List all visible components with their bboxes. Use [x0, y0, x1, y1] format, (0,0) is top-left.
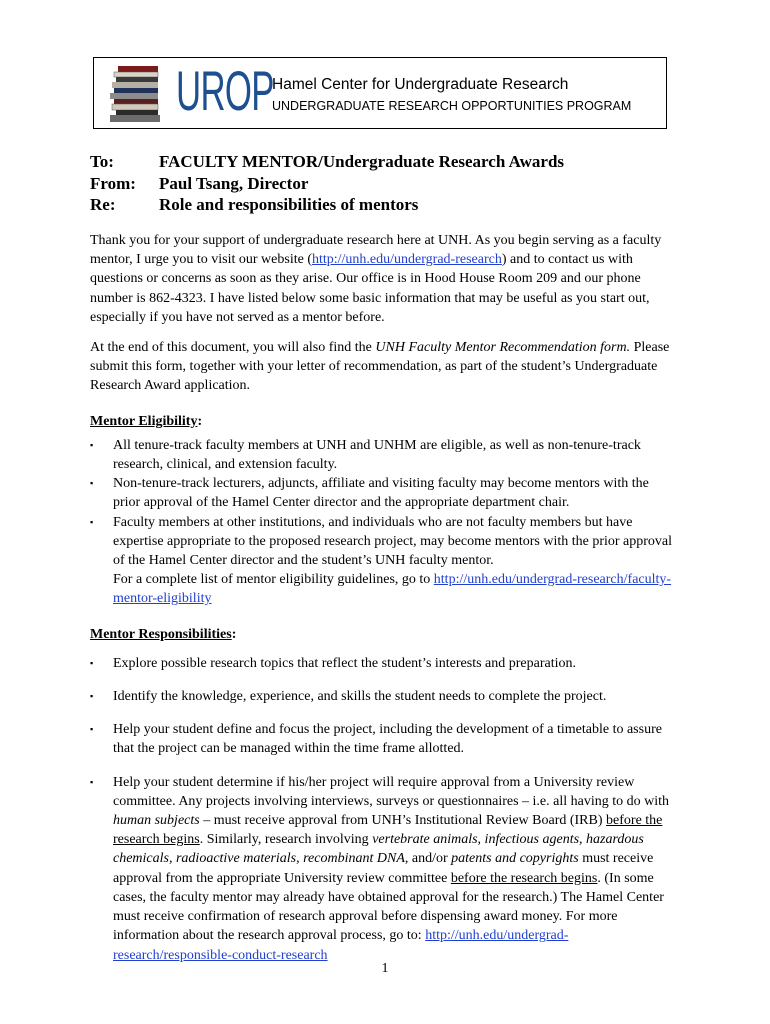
list-item: [90, 654, 675, 673]
list-item: [90, 474, 675, 512]
memo-block: [90, 151, 564, 216]
list-item-text: Identify the knowledge, experience, and skills the student needs to complete the project.: [113, 689, 607, 705]
document-body: [90, 231, 675, 979]
memo-from-row: [90, 173, 564, 195]
memo-from-value: Paul Tsang, Director: [159, 173, 309, 193]
books-logo-icon: [104, 62, 166, 124]
bullet-icon: ▪: [90, 516, 94, 527]
emphasis: human subjects: [113, 813, 200, 829]
list-item-text: Non-tenure-track lecturers, adjuncts, affiliate and visiting faculty may become mentors with the prior approval of the Hamel Center director and the appropriate department chair.: [113, 476, 649, 511]
bullet-icon: ▪: [90, 776, 94, 787]
list-item: [90, 773, 675, 965]
header-subtitle: UNDERGRADUATE RESEARCH OPPORTUNITIES PROGRAM: [272, 99, 632, 113]
list-item-text: Help your student determine if his/her project will require approval from a University review committee. Any projects involving interviews, surveys or questionnaires – i.e. all having to do with: [113, 774, 670, 809]
list-item: [90, 436, 675, 474]
memo-re-label: Re:: [90, 195, 116, 214]
eligibility-list: [90, 436, 675, 609]
eligibility-link[interactable]: http://unh.edu/undergrad-research/faculty-mentor-eligibility: [113, 572, 672, 607]
page-number: 1: [381, 961, 389, 976]
memo-re-row: [90, 194, 564, 216]
list-item-text: must receive approval from the appropriate University review committee: [113, 851, 654, 886]
website-link[interactable]: http://unh.edu/undergrad-research: [311, 252, 502, 268]
eligibility-heading-text: Mentor Eligibility: [90, 413, 198, 429]
responsibilities-heading: [90, 625, 675, 644]
header-title: Hamel Center for Undergraduate Research: [272, 76, 569, 93]
memo-to-value: FACULTY MENTOR/Undergraduate Research Awards: [159, 152, 565, 171]
form-title: UNH Faculty Mentor Recommendation form.: [375, 340, 631, 356]
memo-re-value: Role and responsibilities of mentors: [159, 195, 419, 214]
emphasis: patents and copyrights: [451, 851, 579, 867]
intro-paragraph-1: [90, 231, 675, 327]
list-item-text: , and/or: [404, 851, 452, 867]
intro-paragraph-2: [90, 338, 675, 396]
list-item-text: Explore possible research topics that reflect the student’s interests and preparation.: [113, 655, 577, 671]
list-item-text: Faculty members at other institutions, and individuals who are not faculty members but have expertise appropriate to the proposed research project, may become mentors with the prior approval of the Hamel Center director and the student’s UNH faculty mentor.: [113, 514, 673, 569]
heading-colon: :: [231, 626, 237, 642]
bullet-icon: ▪: [90, 691, 94, 702]
responsibilities-list: [90, 654, 675, 965]
bullet-icon: ▪: [90, 439, 94, 450]
header-box: [93, 57, 667, 129]
list-item-text: – must receive approval from UNH’s Institutional Review Board (IRB): [199, 813, 607, 829]
intro-text-cont: ) and to contact us with questions or concerns as soon as they arise. Our office is in Hood House Room 209 and our phone number is 862-4323. I have listed below some basic information that may be useful as you start out, especially if you have not served as a mentor before.: [90, 252, 650, 325]
memo-to-label: To:: [90, 152, 114, 171]
list-item-text: . Similarly, research involving: [199, 832, 373, 848]
bullet-icon: ▪: [90, 657, 94, 668]
heading-colon: :: [197, 413, 203, 429]
list-item-text: All tenure-track faculty members at UNH and UNHM are eligible, as well as non-tenure-track research, clinical, and extension faculty.: [113, 437, 641, 473]
memo-from-label: From:: [90, 173, 136, 193]
underlined-text: before the research begins: [450, 870, 598, 886]
intro2-text: At the end of this document, you will also find the: [90, 340, 376, 356]
list-item: [90, 720, 675, 758]
research-approval-link[interactable]: http://unh.edu/undergrad-research/responsible-conduct-research: [113, 928, 569, 963]
bullet-icon: ▪: [90, 478, 94, 489]
eligibility-heading: [90, 412, 675, 431]
intro-text: Thank you for your support of undergraduate research here at UNH. As you begin serving as a faculty mentor, I urge you to visit our website (: [90, 233, 662, 268]
memo-to-row: [90, 151, 564, 173]
underlined-text: before the research begins: [113, 813, 663, 848]
intro2-text-cont: Please submit this form, together with your letter of recommendation, as part of the student’s Undergraduate Research Award application.: [90, 340, 670, 394]
responsibilities-heading-text: Mentor Responsibilities: [90, 626, 232, 642]
list-item-text: . (In some cases, the faculty mentor may already have obtained approval for the research.) The Hamel Center must receive confirmation of research approval before dispensing award money. For more information about the research approval process, go to:: [113, 870, 664, 944]
guidelines-text: For a complete list of mentor eligibility guidelines, go to: [113, 572, 434, 588]
list-item-text: Help your student define and focus the project, including the development of a timetable to assure that the project can be managed within the time frame allotted.: [113, 722, 662, 757]
urop-logo-text: UROP: [176, 59, 274, 122]
list-item: [90, 513, 675, 609]
emphasis: vertebrate animals, infectious agents, hazardous chemicals, radioactive materials, recombinant DNA: [113, 832, 644, 867]
list-item: [90, 687, 675, 706]
bullet-icon: ▪: [90, 724, 94, 735]
